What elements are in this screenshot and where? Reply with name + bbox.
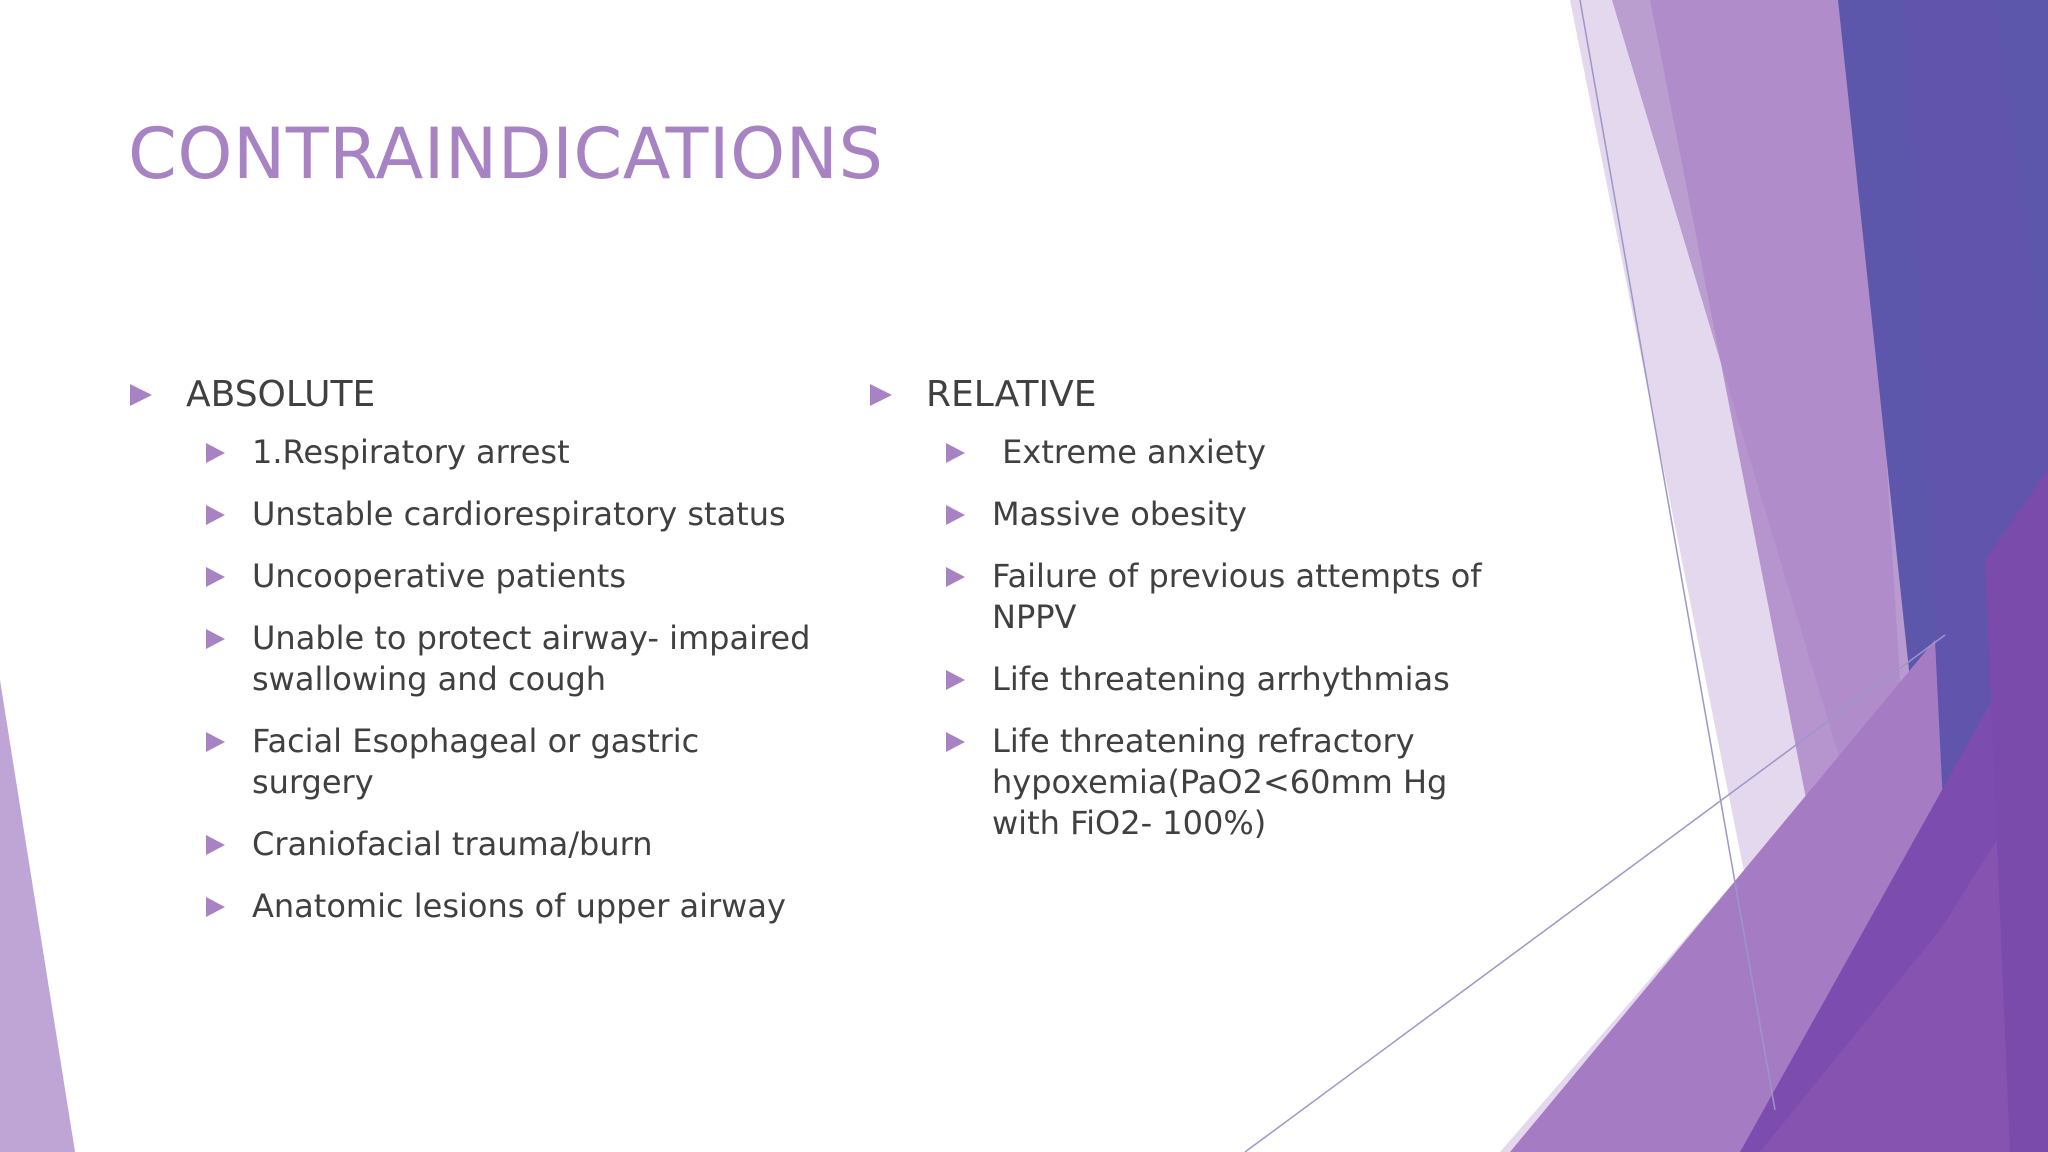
triangle-right-icon: [870, 384, 892, 406]
left-accent-shape: [0, 680, 75, 1152]
list-item-text: Facial Esophageal or gastric surgery: [252, 722, 710, 801]
list-item-text: Life threatening refractory hypoxemia(PaO2<60mm Hg with FiO2- 100%): [992, 722, 1458, 842]
list-item-text: Life threatening arrhythmias: [992, 660, 1450, 698]
triangle-right-icon: [206, 505, 225, 525]
triangle-right-icon: [946, 567, 965, 587]
absolute-list: [130, 432, 830, 927]
relative-heading: [870, 370, 1510, 420]
list-item-text: Unable to protect airway- impaired swallowing and cough: [252, 619, 821, 698]
triangle-right-icon: [206, 835, 225, 855]
triangle-right-icon: [206, 897, 225, 917]
list-item: [206, 494, 830, 535]
list-item-text: Massive obesity: [992, 495, 1247, 533]
list-item-text: Extreme anxiety: [992, 433, 1266, 471]
list-item-text: 1.Respiratory arrest: [252, 433, 570, 471]
absolute-column: [130, 370, 830, 948]
triangle-right-icon: [206, 567, 225, 587]
triangle-right-icon: [946, 443, 965, 463]
triangle-right-icon: [206, 443, 225, 463]
list-item-text: Unstable cardiorespiratory status: [252, 495, 786, 533]
triangle-right-icon: [206, 732, 225, 752]
list-item: [206, 618, 821, 700]
list-item: [206, 886, 830, 927]
triangle-right-icon: [130, 384, 152, 406]
list-item: [946, 432, 1510, 473]
relative-heading-label: RELATIVE: [926, 374, 1097, 415]
list-item: [946, 659, 1510, 700]
list-item: [206, 432, 830, 473]
list-item-text: Uncooperative patients: [252, 557, 626, 595]
triangle-right-icon: [946, 670, 965, 690]
list-item: [946, 494, 1510, 535]
list-item: [206, 824, 830, 865]
triangle-right-icon: [946, 505, 965, 525]
list-item-text: Anatomic lesions of upper airway: [252, 887, 786, 925]
list-item: [206, 721, 762, 803]
absolute-heading-label: ABSOLUTE: [186, 374, 376, 415]
slide-title: CONTRAINDICATIONS: [128, 113, 884, 195]
list-item-text: Craniofacial trauma/burn: [252, 825, 653, 863]
list-item: [946, 556, 1512, 638]
list-item-text: Failure of previous attempts of NPPV: [992, 557, 1492, 636]
list-item: [946, 721, 1517, 844]
absolute-heading: [130, 370, 830, 420]
triangle-right-icon: [946, 732, 965, 752]
relative-list: [870, 432, 1510, 844]
triangle-right-icon: [206, 629, 225, 649]
relative-column: [870, 370, 1510, 865]
list-item: [206, 556, 830, 597]
